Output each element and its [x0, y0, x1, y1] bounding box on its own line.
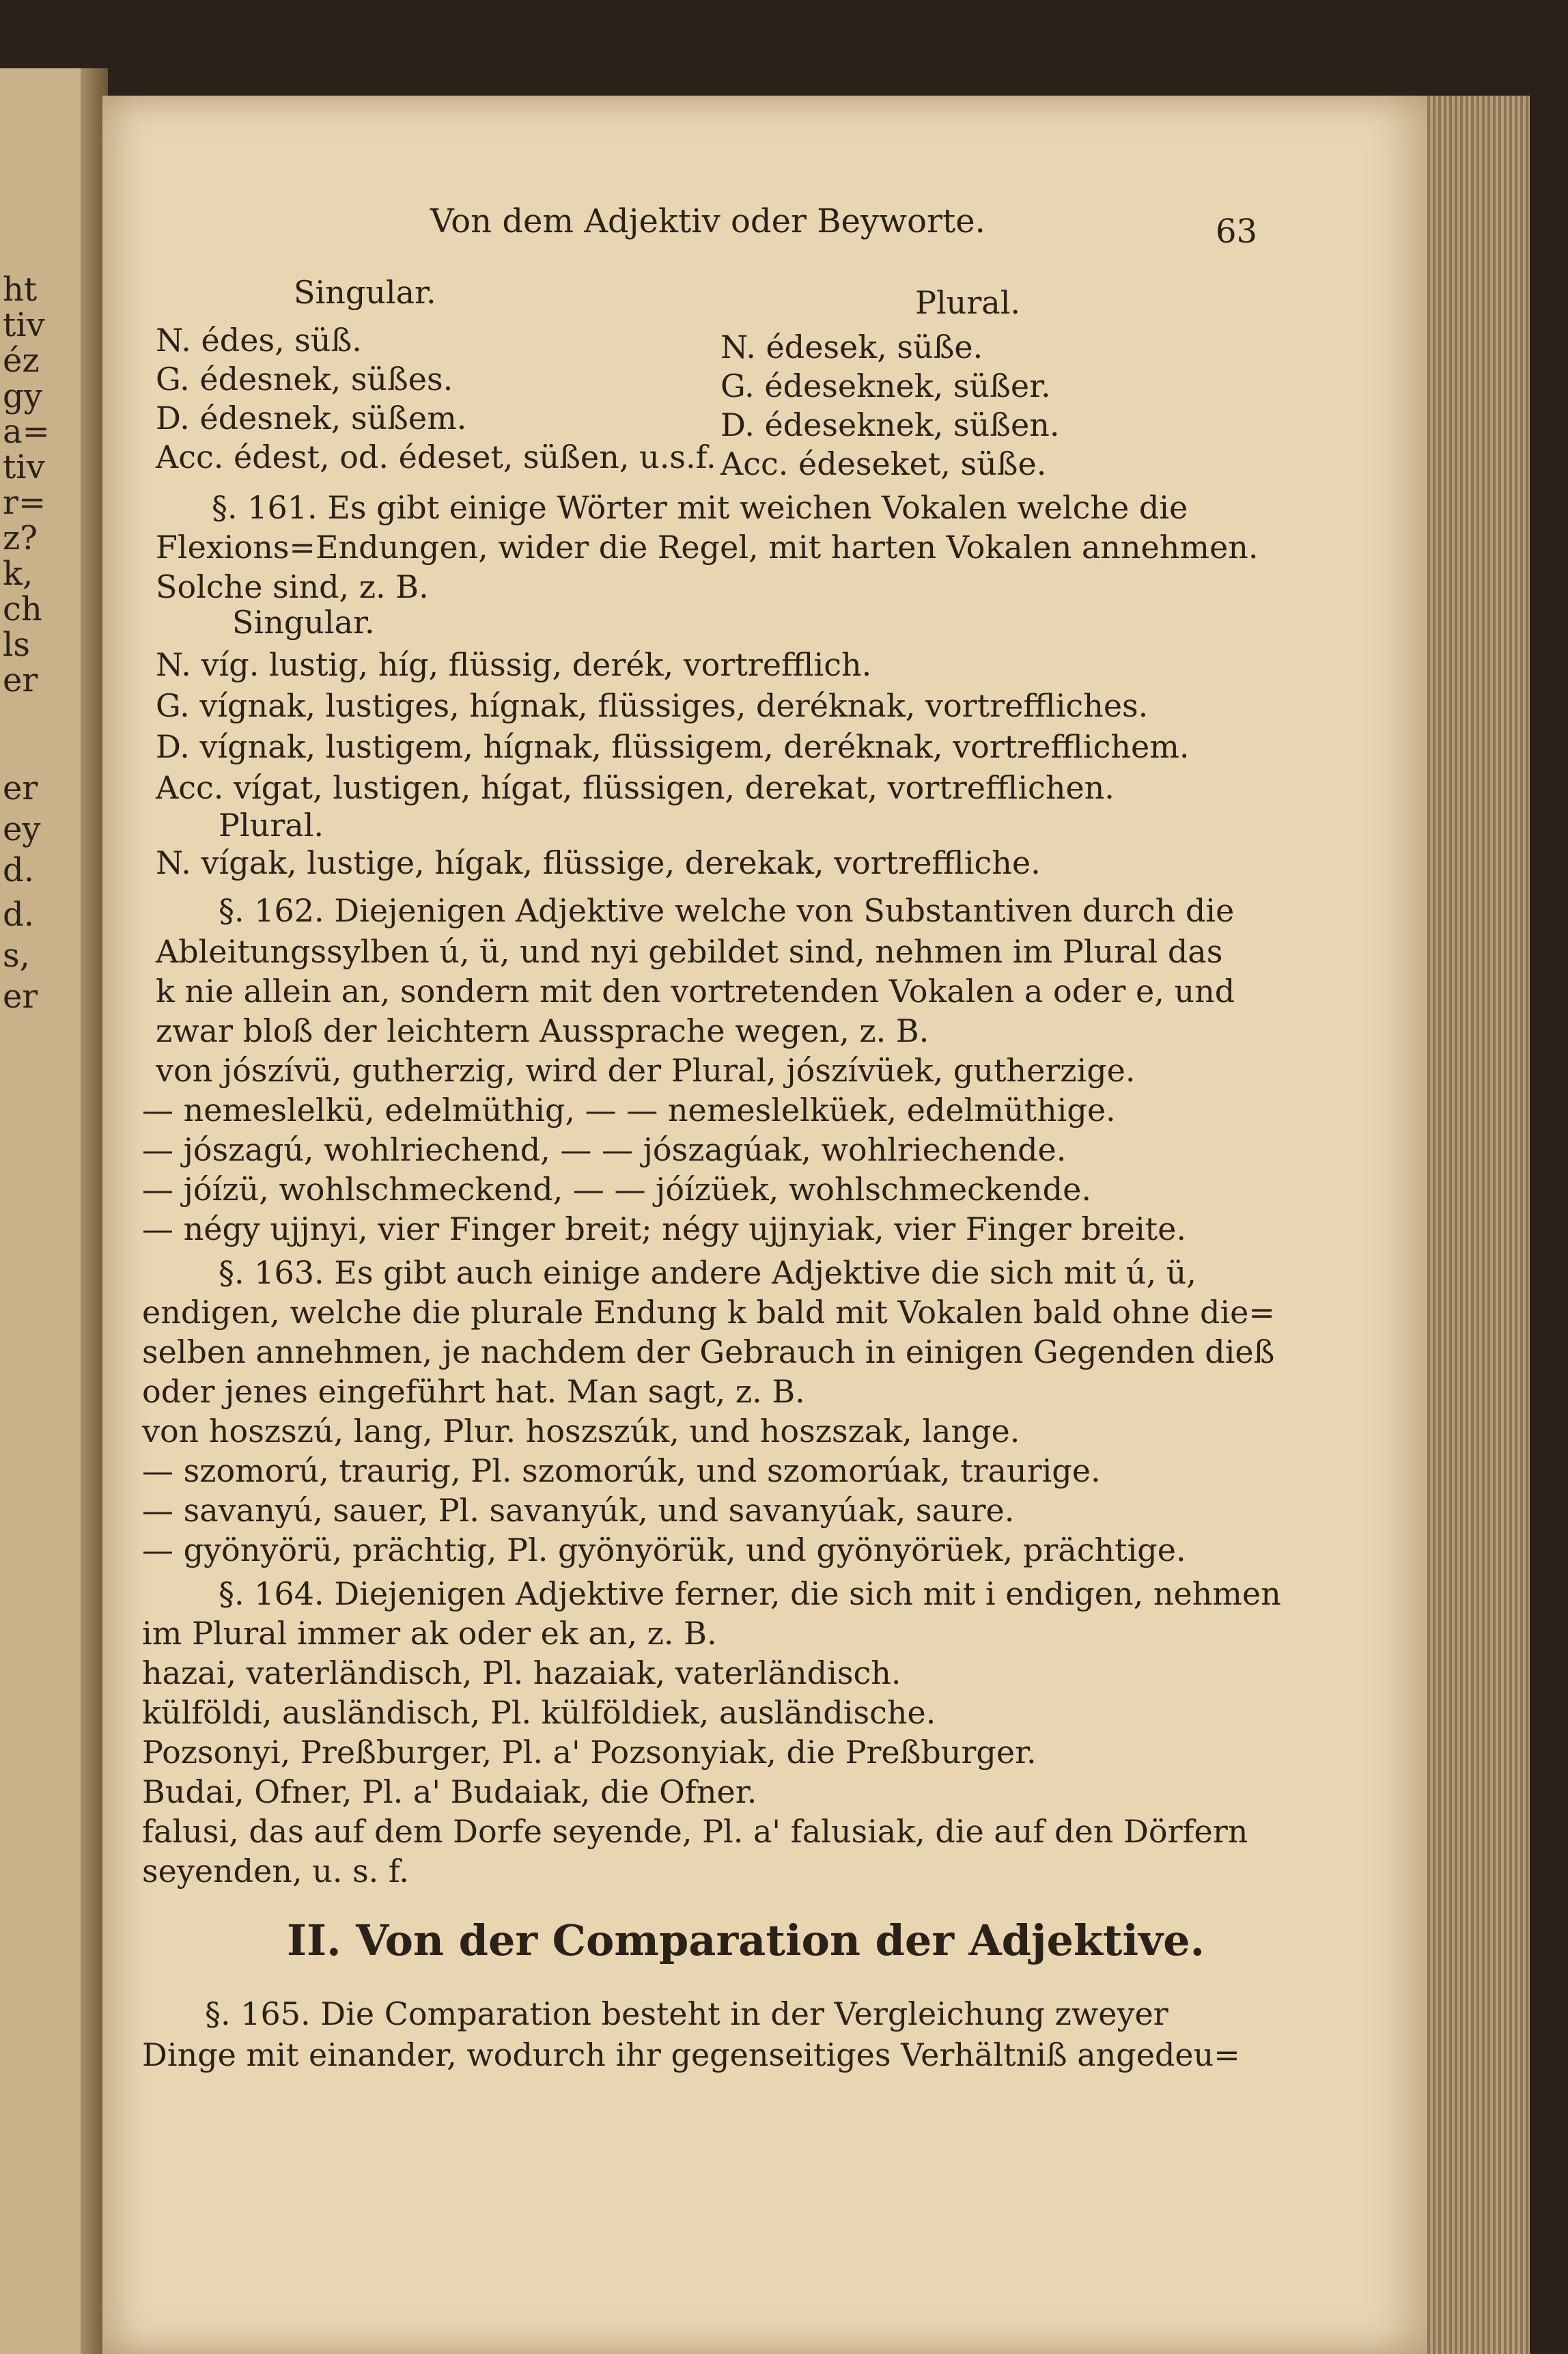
p164-line: Pozsonyi, Preßburger, Pl. a' Pozsonyiak, die Preßburger.: [142, 1734, 1037, 1771]
p162-line: §. 162. Diejenigen Adjektive welche von Substantiven durch die: [219, 892, 1235, 929]
t161-row: N. víg. lustig, híg, flüssig, derék, vortrefflich.: [156, 646, 872, 683]
left-fragment: er: [3, 978, 38, 1016]
left-fragment: ch: [3, 590, 42, 628]
decl-singular-row: D. édesnek, süßem.: [156, 400, 467, 437]
t161-row: Acc. vígat, lustigen, hígat, flüssigen, derekat, vortrefflichen.: [156, 769, 1115, 806]
p164-line: Budai, Ofner, Pl. a' Budaiak, die Ofner.: [142, 1773, 757, 1810]
p163-line: — savanyú, sauer, Pl. savanyúk, und savanyúak, saure.: [142, 1492, 1015, 1529]
left-fragment: tiv: [3, 448, 45, 486]
p163-line: endigen, welche die plurale Endung k bald mit Vokalen bald ohne die=: [142, 1294, 1275, 1331]
p163-line: — gyönyörü, prächtig, Pl. gyönyörük, und gyönyörüek, prächtige.: [142, 1532, 1186, 1568]
p161-line: Flexions=Endungen, wider die Regel, mit harten Vokalen annehmen.: [156, 529, 1259, 566]
p162-line: Ableitungssylben ú, ü, und nyi gebildet sind, nehmen im Plural das: [156, 933, 1223, 970]
decl-singular-row: Acc. édest, od. édeset, süßen, u.s.f.: [156, 439, 716, 475]
left-fragment: d.: [3, 896, 34, 934]
p162-line: — négy ujjnyi, vier Finger breit; négy ujjnyiak, vier Finger breite.: [142, 1210, 1186, 1247]
plural-heading-2: Plural.: [219, 807, 324, 844]
left-fragment: gy: [3, 377, 42, 415]
t161-row: D. vígnak, lustigem, hígnak, flüssigem, deréknak, vortrefflichem.: [156, 728, 1190, 765]
p164-line: §. 164. Diejenigen Adjektive ferner, die sich mit i endigen, nehmen: [219, 1575, 1281, 1612]
p162-line: — jószagú, wohlriechend, — — jószagúak, wohlriechende.: [142, 1131, 1067, 1168]
singular-heading: Singular.: [294, 274, 436, 311]
page-edges: [1427, 96, 1530, 2354]
p163-line: oder jenes eingeführt hat. Man sagt, z. B.: [142, 1373, 805, 1410]
p164-line: im Plural immer ak oder ek an, z. B.: [142, 1615, 717, 1652]
left-fragment: ls: [3, 626, 30, 664]
p163-line: selben annehmen, je nachdem der Gebrauch in einigen Gegenden dieß: [142, 1333, 1275, 1370]
left-fragment: ht: [3, 271, 38, 309]
p161-line: §. 161. Es gibt einige Wörter mit weichen Vokalen welche die: [212, 489, 1188, 526]
left-fragment: er: [3, 661, 38, 700]
decl-plural-row: N. édesek, süße.: [720, 329, 983, 365]
p165-line: §. 165. Die Comparation besteht in der Vergleichung zweyer: [205, 1995, 1168, 2032]
p164-line: seyenden, u. s. f.: [142, 1853, 409, 1889]
p165-line: Dinge mit einander, wodurch ihr gegenseitiges Verhältniß angedeu=: [142, 2036, 1240, 2073]
p161-line: Solche sind, z. B.: [156, 568, 429, 605]
left-fragment: éz: [3, 342, 40, 380]
left-fragment: tiv: [3, 306, 45, 344]
p163-line: — szomorú, traurig, Pl. szomorúk, und szomorúak, traurige.: [142, 1452, 1101, 1489]
p163-line: §. 163. Es gibt auch einige andere Adjektive die sich mit ú, ü,: [219, 1254, 1196, 1291]
left-fragment: er: [3, 769, 38, 807]
t161-plural-row: N. vígak, lustige, hígak, flüssige, derekak, vortreffliche.: [156, 844, 1041, 881]
decl-plural-row: Acc. édeseket, süße.: [720, 445, 1047, 482]
left-fragment: d.: [3, 851, 34, 889]
plural-heading: Plural.: [915, 284, 1021, 321]
p162-line: — nemeslelkü, edelmüthig, — — nemeslelküek, edelmüthige.: [142, 1092, 1116, 1128]
left-page-fragment: [0, 68, 89, 2354]
section-heading: II. Von der Comparation der Adjektive.: [287, 1915, 1205, 1965]
t161-row: G. vígnak, lustiges, hígnak, flüssiges, deréknak, vortreffliches.: [156, 687, 1149, 724]
p162-line: — jóízü, wohlschmeckend, — — jóízüek, wohlschmeckende.: [142, 1171, 1091, 1208]
running-title: Von dem Adjektiv oder Beyworte.: [430, 202, 985, 240]
left-fragment: z?: [3, 519, 38, 557]
decl-plural-row: D. édeseknek, süßen.: [720, 406, 1060, 443]
singular-heading-2: Singular.: [232, 604, 375, 641]
p162-line: zwar bloß der leichtern Aussprache wegen, z. B.: [156, 1012, 929, 1049]
decl-singular-row: N. édes, süß.: [156, 322, 362, 359]
p162-line: k nie allein an, sondern mit den vortretenden Vokalen a oder e, und: [156, 973, 1235, 1010]
p162-line: von jószívü, gutherzig, wird der Plural, jószívüek, gutherzige.: [156, 1052, 1136, 1089]
left-fragment: s,: [3, 937, 30, 975]
page-number: 63: [1216, 212, 1258, 251]
decl-singular-row: G. édesnek, süßes.: [156, 361, 453, 398]
left-fragment: r=: [3, 484, 46, 522]
decl-plural-row: G. édeseknek, süßer.: [720, 368, 1051, 404]
left-fragment: k,: [3, 555, 33, 593]
p164-line: hazai, vaterländisch, Pl. hazaiak, vaterländisch.: [142, 1654, 901, 1691]
p164-line: külföldi, ausländisch, Pl. külföldiek, ausländische.: [142, 1694, 936, 1731]
left-fragment: a=: [3, 413, 50, 451]
p164-line: falusi, das auf dem Dorfe seyende, Pl. a' falusiak, die auf den Dörfern: [142, 1813, 1248, 1850]
p163-line: von hoszszú, lang, Plur. hoszszúk, und hoszszak, lange.: [142, 1413, 1020, 1450]
left-fragment: ey: [3, 810, 41, 848]
